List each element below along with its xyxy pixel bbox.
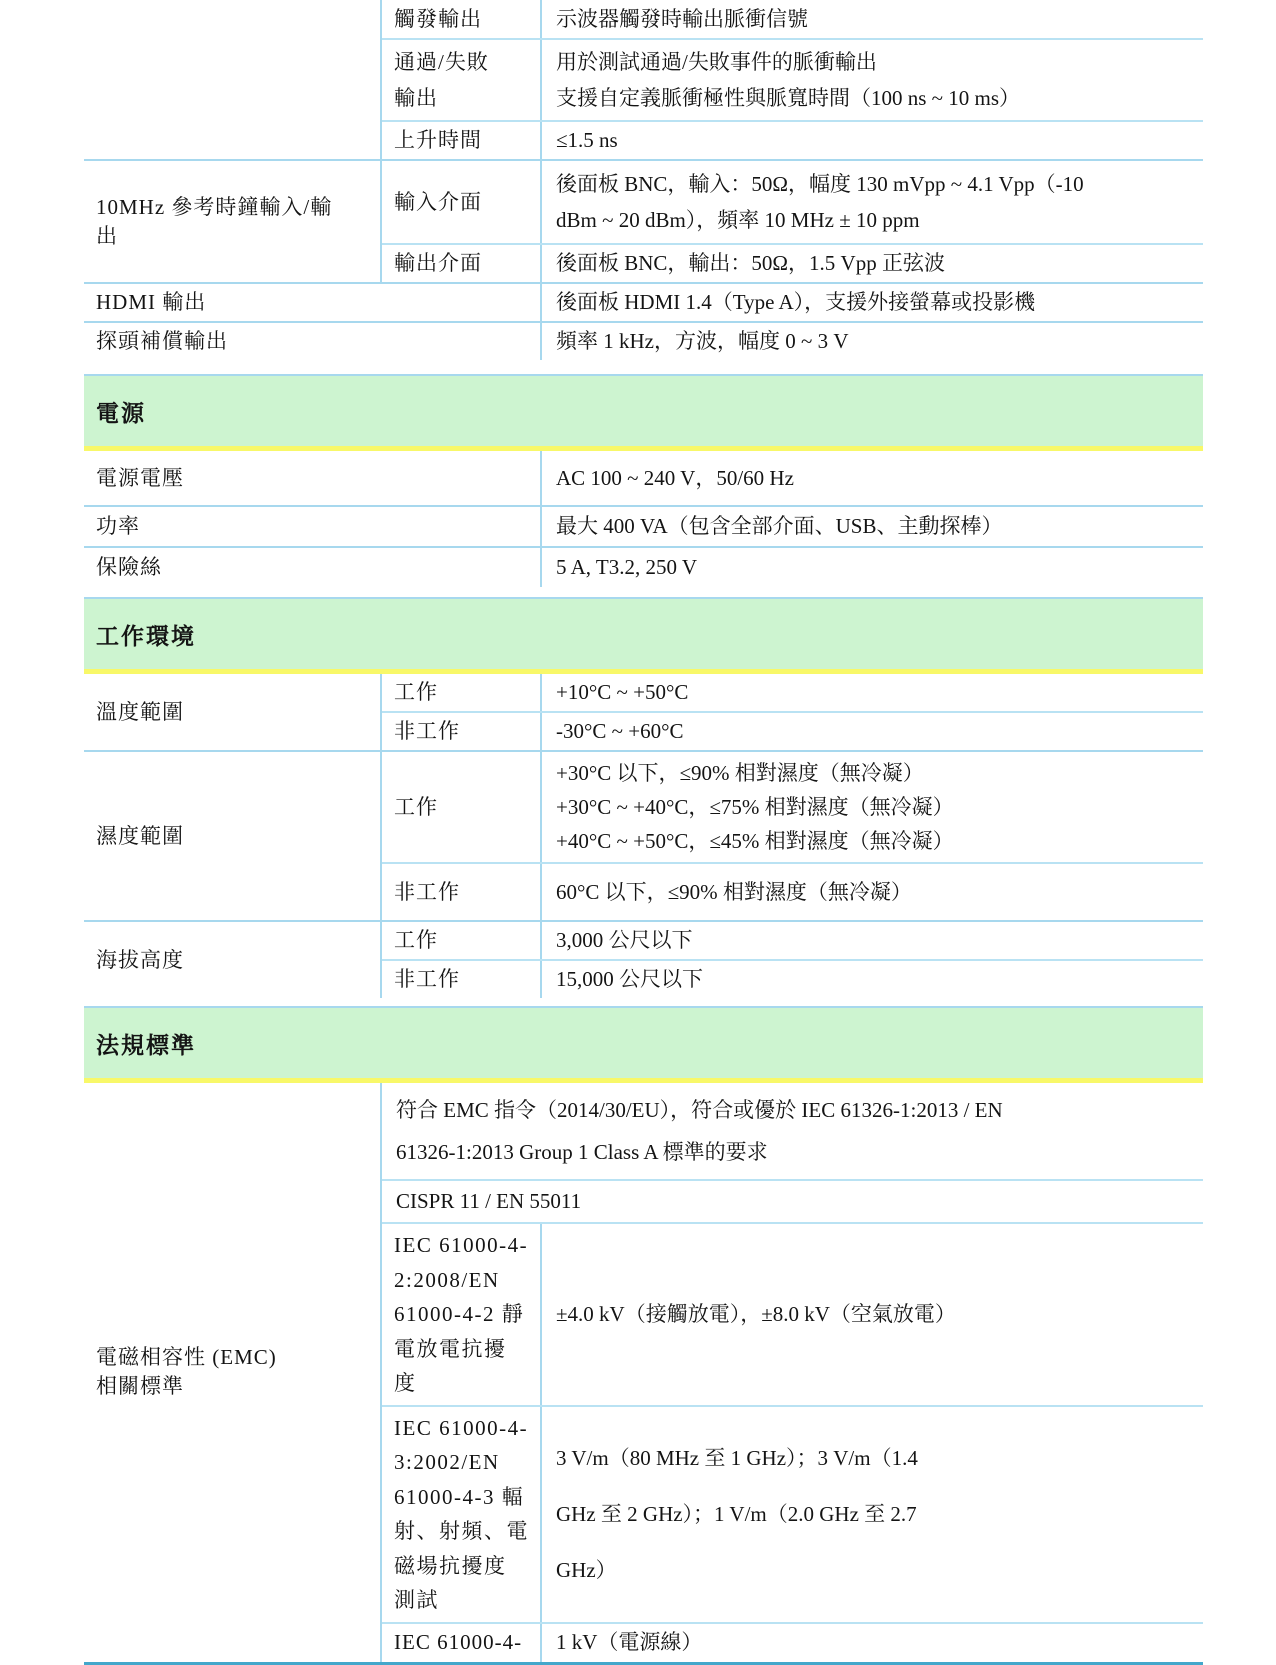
esd-standard-line: IEC 61000-4- <box>394 1233 529 1257</box>
cell-value <box>540 451 1203 505</box>
cell-value <box>540 864 1203 920</box>
ref-clock-subrows <box>380 161 1203 282</box>
row-clock-output <box>382 243 1203 282</box>
section-header-regulatory <box>84 1006 1203 1078</box>
ref-clock-label-line: 10MHz 參考時鐘輸入/輸 <box>96 194 333 219</box>
row-power-consumption <box>84 505 1203 546</box>
row-hdmi-output <box>84 282 1203 321</box>
row-altitude-operating <box>382 922 1203 959</box>
section-header-power <box>84 374 1203 446</box>
row-fuse <box>84 546 1203 587</box>
temp-operating-label: 工作 <box>394 680 438 704</box>
row-emc-directive <box>382 1083 1203 1179</box>
cell-value <box>540 284 1203 321</box>
passfail-value-line: 支援自定義脈衝極性與脈寬時間（100 ns ~ 10 ms） <box>556 86 1021 110</box>
cell-value <box>540 122 1203 159</box>
section-title-regulatory: 法規標準 <box>96 1032 196 1058</box>
emc-label-cell <box>84 1083 380 1662</box>
block-io-continuation <box>84 0 1203 159</box>
humidity-nonoperating-value: 60°C 以下，≤90% 相對濕度（無冷凝） <box>556 879 912 904</box>
emc-directive-line: 符合 EMC 指令（2014/30/EU），符合或優於 IEC 61326-1:2013 / EN <box>396 1098 1003 1122</box>
spacer <box>84 360 1203 374</box>
cell-value <box>540 161 1203 243</box>
spacer <box>84 587 1203 597</box>
eft-standard: IEC 61000-4- <box>394 1630 523 1654</box>
humidity-operating-line: +40°C ~ +50°C，≤45% 相對濕度（無冷凝） <box>556 829 954 853</box>
emc-subrows <box>380 1083 1203 1662</box>
row-trigger-output <box>382 0 1203 38</box>
power-consumption-label: 功率 <box>96 514 140 538</box>
altitude-nonoperating-value: 15,000 公尺以下 <box>556 967 703 991</box>
row-rise-time <box>382 120 1203 159</box>
cell-value <box>540 0 1203 38</box>
cell-label <box>84 284 540 321</box>
power-consumption-value: 最大 400 VA（包含全部介面、USB、主動探棒） <box>556 514 1003 538</box>
block-temperature <box>84 674 1203 750</box>
emc-directive-line: 61326-1:2013 Group 1 Class A 標準的要求 <box>396 1140 768 1164</box>
temp-nonoperating-label: 非工作 <box>394 719 460 743</box>
cell-label <box>382 922 540 959</box>
row-humidity-operating <box>382 752 1203 862</box>
ref-clock-label-cell <box>84 161 380 282</box>
clock-output-value: 後面板 BNC，輸出：50Ω，1.5 Vpp 正弦波 <box>556 251 945 275</box>
cell-label <box>382 40 540 120</box>
cell-label <box>84 451 540 505</box>
temp-operating-value: +10°C ~ +50°C <box>556 680 689 704</box>
cell-label <box>382 245 540 282</box>
row-passfail-output <box>382 38 1203 120</box>
rf-standard-line: 測試 <box>394 1588 439 1612</box>
row-clock-input <box>382 161 1203 243</box>
section-title-environment: 工作環境 <box>96 623 196 649</box>
esd-standard-line: 2:2008/EN <box>394 1267 500 1292</box>
clock-input-value-line: 後面板 BNC，輸入：50Ω，幅度 130 mVpp ~ 4.1 Vpp（-10 <box>556 172 1084 196</box>
row-altitude-nonoperating <box>382 959 1203 998</box>
section-header-environment <box>84 597 1203 669</box>
altitude-label: 海拔高度 <box>96 947 184 972</box>
rf-standard-line: IEC 61000-4- <box>394 1415 529 1440</box>
cell-value <box>540 1624 1203 1662</box>
esd-standard-line: 電放電抗擾 <box>394 1336 507 1361</box>
cell-label <box>382 674 540 711</box>
trigger-output-label: 觸發輸出 <box>394 6 482 31</box>
cell-io-parent-empty <box>84 0 380 159</box>
fuse-label: 保險絲 <box>96 555 162 579</box>
row-power-voltage <box>84 451 1203 505</box>
spec-table <box>84 0 1203 1665</box>
esd-standard-line: 61000-4-2 靜 <box>394 1302 525 1326</box>
temp-nonoperating-value: -30°C ~ +60°C <box>556 719 684 743</box>
cell-value <box>540 507 1203 546</box>
row-cispr <box>382 1179 1203 1222</box>
humidity-operating-line: +30°C ~ +40°C，≤75% 相對濕度（無冷凝） <box>556 795 954 819</box>
cell-value <box>540 674 1203 711</box>
rf-standard-line: 61000-4-3 輻 <box>394 1484 525 1509</box>
block-ref-clock <box>84 159 1203 282</box>
cell-value <box>540 1407 1203 1622</box>
row-temp-nonoperating <box>382 711 1203 750</box>
esd-standard-line: 度 <box>394 1371 417 1395</box>
rise-time-label: 上升時間 <box>394 128 482 152</box>
altitude-subrows <box>380 922 1203 998</box>
clock-input-value-line: dBm ~ 20 dBm），頻率 10 MHz ± 10 ppm <box>556 208 920 232</box>
humidity-label-cell <box>84 752 380 920</box>
clock-output-label: 輸出介面 <box>394 251 482 275</box>
altitude-nonoperating-label: 非工作 <box>394 967 460 991</box>
altitude-label-cell <box>84 922 380 998</box>
rf-value-line: 3 V/m（80 MHz 至 1 GHz）；3 V/m（1.4 <box>556 1446 918 1470</box>
cell-label <box>382 961 540 998</box>
cell-label <box>382 864 540 920</box>
rf-standard-line: 射、射頻、電 <box>394 1519 529 1543</box>
rf-value-line: GHz） <box>556 1558 617 1582</box>
temperature-label-cell <box>84 674 380 750</box>
page-break-line <box>84 1662 1203 1665</box>
cell-value <box>540 922 1203 959</box>
cell-value-merged <box>382 1181 1203 1222</box>
cell-value <box>540 961 1203 998</box>
cell-label <box>382 122 540 159</box>
cell-standard <box>382 1224 540 1405</box>
cell-value <box>540 245 1203 282</box>
row-rf-immunity <box>382 1405 1203 1622</box>
row-esd-immunity <box>382 1222 1203 1405</box>
cell-value <box>540 548 1203 587</box>
humidity-operating-label: 工作 <box>394 794 438 819</box>
passfail-value-line: 用於測試通過/失敗事件的脈衝輸出 <box>556 50 877 74</box>
cell-label <box>84 507 540 546</box>
row-humidity-nonoperating <box>382 862 1203 920</box>
cell-standard <box>382 1624 540 1662</box>
passfail-label-line: 輸出 <box>394 86 438 110</box>
emc-label-line: 電磁相容性 (EMC) <box>96 1345 277 1370</box>
probe-comp-label: 探頭補償輸出 <box>96 329 228 353</box>
row-eft <box>382 1622 1203 1662</box>
fuse-value: 5 A, T3.2, 250 V <box>556 555 697 579</box>
cell-label <box>84 323 540 360</box>
spacer <box>84 998 1203 1006</box>
cell-value <box>540 752 1203 862</box>
altitude-operating-value: 3,000 公尺以下 <box>556 928 693 952</box>
clock-input-label: 輸入介面 <box>394 189 482 214</box>
cell-value <box>540 40 1203 120</box>
cispr-value: CISPR 11 / EN 55011 <box>396 1189 582 1213</box>
temperature-subrows <box>380 674 1203 750</box>
cell-value-merged <box>382 1083 1203 1179</box>
row-probe-comp <box>84 321 1203 360</box>
power-voltage-value: AC 100 ~ 240 V，50/60 Hz <box>556 465 794 490</box>
emc-label-line: 相關標準 <box>96 1374 184 1399</box>
humidity-operating-line: +30°C 以下，≤90% 相對濕度（無冷凝） <box>556 761 924 785</box>
trigger-output-value: 示波器觸發時輸出脈衝信號 <box>556 6 808 31</box>
hdmi-label: HDMI 輸出 <box>96 290 207 314</box>
hdmi-value: 後面板 HDMI 1.4（Type A），支援外接螢幕或投影機 <box>556 290 1036 314</box>
rf-standard-line: 3:2002/EN <box>394 1450 500 1474</box>
cell-label <box>84 548 540 587</box>
cell-label <box>382 0 540 38</box>
passfail-label-line: 通過/失敗 <box>394 50 489 74</box>
power-voltage-label: 電源電壓 <box>96 465 184 490</box>
eft-value: 1 kV（電源線） <box>556 1630 703 1654</box>
temperature-label: 溫度範圍 <box>96 699 184 724</box>
cell-value <box>540 713 1203 750</box>
block-altitude <box>84 920 1203 998</box>
row-temp-operating <box>382 674 1203 711</box>
rf-value-line: GHz 至 2 GHz）；1 V/m（2.0 GHz 至 2.7 <box>556 1502 917 1526</box>
humidity-nonoperating-label: 非工作 <box>394 879 460 904</box>
io-subrows <box>380 0 1203 159</box>
cell-label <box>382 713 540 750</box>
cell-value <box>540 1224 1203 1405</box>
cell-label <box>382 752 540 862</box>
humidity-subrows <box>380 752 1203 920</box>
cell-value <box>540 323 1203 360</box>
esd-value: ±4.0 kV（接觸放電），±8.0 kV（空氣放電） <box>556 1301 956 1326</box>
cell-standard <box>382 1407 540 1622</box>
cell-label <box>382 161 540 243</box>
block-emc <box>84 1083 1203 1662</box>
humidity-label: 濕度範圍 <box>96 823 184 848</box>
block-humidity <box>84 750 1203 920</box>
section-title-power: 電源 <box>96 400 146 426</box>
rf-standard-line: 磁場抗擾度 <box>394 1553 507 1578</box>
probe-comp-value: 頻率 1 kHz，方波，幅度 0 ~ 3 V <box>556 329 849 353</box>
ref-clock-label-line: 出 <box>96 223 118 248</box>
rise-time-value: ≤1.5 ns <box>556 128 618 152</box>
altitude-operating-label: 工作 <box>394 928 438 952</box>
